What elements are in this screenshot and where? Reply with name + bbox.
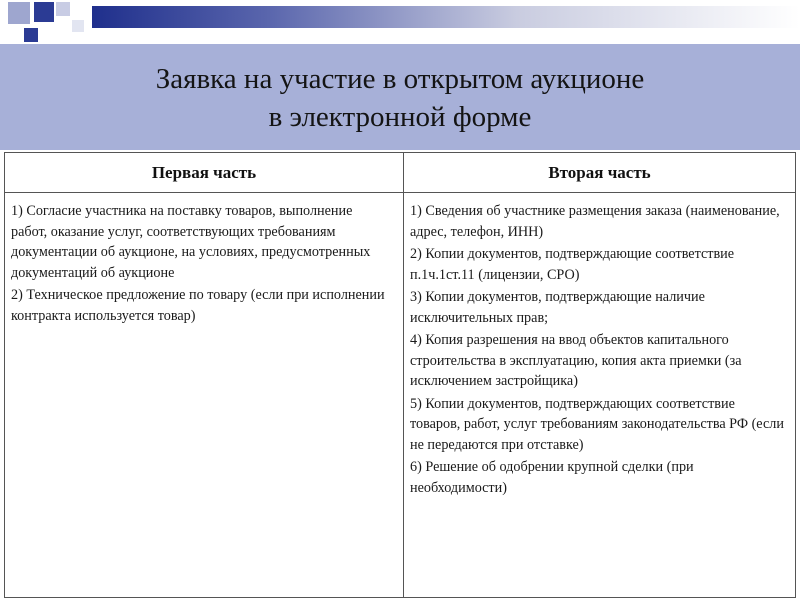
decor-square	[8, 2, 30, 24]
second-part-item: 2) Копии документов, подтверждающие соответствие п.1ч.1ст.11 (лицензии, СРО)	[410, 246, 735, 283]
table-header-row	[5, 153, 795, 193]
decor-square	[34, 2, 54, 22]
second-part-item: 6) Решение об одобрении крупной сделки (при необходимости)	[410, 459, 694, 496]
slide-title-line1: Заявка на участие в открытом аукционе	[155, 63, 645, 95]
second-part-cell	[410, 201, 788, 500]
column-divider	[403, 153, 404, 597]
header-second-part: Вторая часть	[548, 163, 651, 182]
slide-title-line2: в электронной форме	[268, 101, 532, 133]
title-band	[0, 44, 800, 150]
first-part-item: 2) Техническое предложение по товару (если при исполнении контракта используется товар)	[11, 287, 385, 324]
second-part-item: 3) Копии документов, подтверждающие наличие исключительных прав;	[410, 289, 705, 326]
decor-square	[72, 20, 84, 32]
header-gradient-bar	[92, 6, 800, 28]
requirements-table	[4, 152, 796, 598]
second-part-item: 5) Копии документов, подтверждающих соответствие товаров, работ, услуг требованиям законодательства РФ (если не передаются при отставке)	[410, 395, 784, 453]
first-part-cell	[11, 201, 389, 328]
decor-square	[24, 28, 38, 42]
second-part-item: 4) Копия разрешения на ввод объектов капитального строительства в эксплуатацию, копия акта приемки (за исключением застройщика)	[410, 332, 742, 389]
slide-title	[0, 60, 800, 136]
header-first-part: Первая часть	[151, 163, 257, 182]
first-part-item: 1) Согласие участника на поставку товаров, выполнение работ, оказание услуг, соответствующих требованиям документации об аукционе, на условиях, предусмотренных документаций об аукционе	[11, 203, 371, 281]
second-part-item: 1) Сведения об участнике размещения заказа (наименование, адрес, телефон, ИНН)	[410, 203, 780, 240]
decorative-header-strip	[0, 0, 800, 44]
decor-square	[56, 2, 70, 16]
